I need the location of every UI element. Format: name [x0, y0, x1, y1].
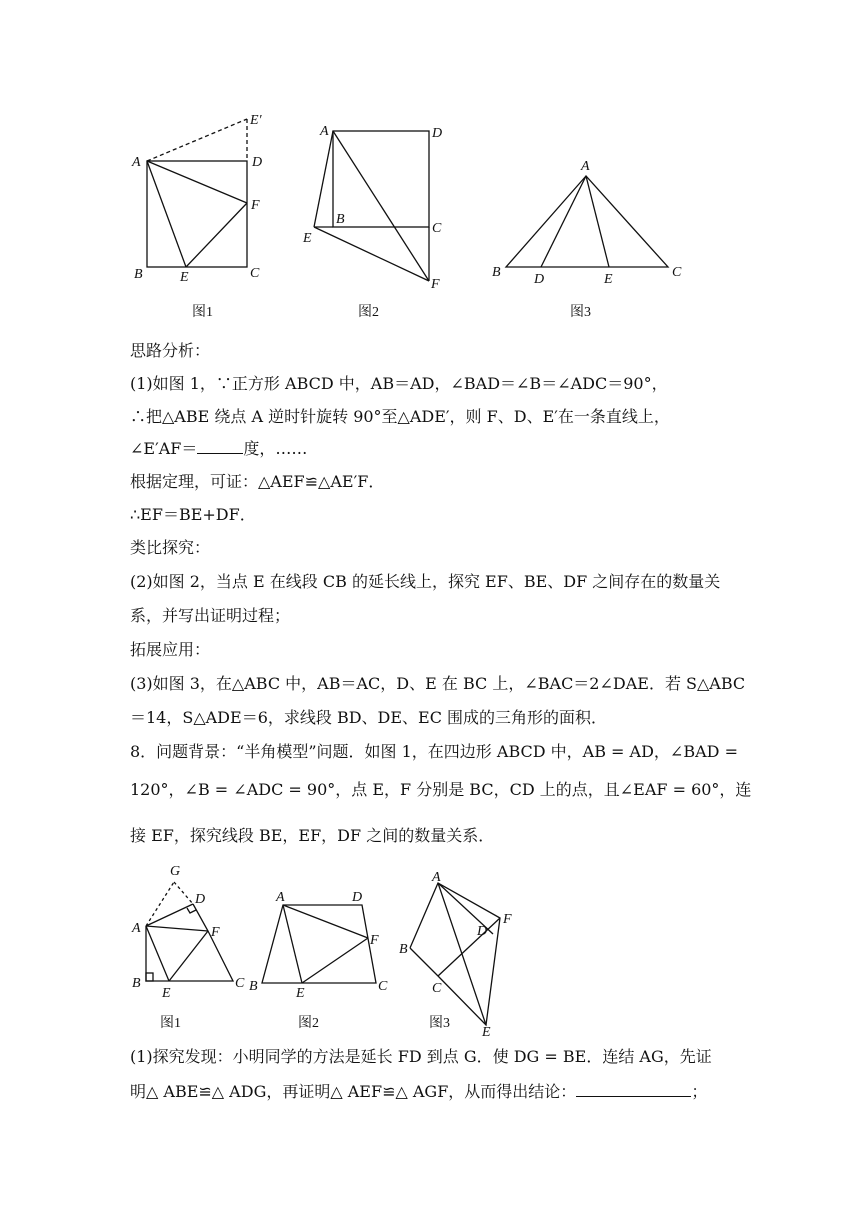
q8-fig1-label-f: F — [211, 925, 220, 940]
q8-fig1-caption: 图1 — [160, 1016, 181, 1031]
figures-q8 — [0, 855, 860, 1055]
q8-fig2-label-e: E — [296, 986, 305, 1001]
fig3-label-c: C — [672, 265, 682, 280]
q7-p2-line1: (2)如图 2，当点 E 在线段 CB 的延长线上，探究 EF、BE、DF 之间存在的数量关 — [130, 572, 721, 591]
q8-line3: 接 EF，探究线段 BE，EF，DF 之间的数量关系． — [130, 826, 495, 845]
figure-2 — [314, 131, 429, 281]
q8-part1-line2-a: 明△ ABE≌△ ADG，再证明△ AEF≌△ AGF，从而得出结论： — [130, 1082, 577, 1101]
q8-figure-3 — [410, 883, 500, 1025]
q8-fig2-label-f: F — [370, 933, 379, 948]
fig3-caption: 图3 — [570, 305, 591, 320]
q8-fig3-caption: 图3 — [429, 1016, 450, 1031]
fig2-label-e: E — [303, 231, 312, 246]
q8-fig3-label-a: A — [432, 870, 441, 885]
fig1-label-c: C — [250, 266, 260, 281]
q8-fig1-label-b: B — [132, 976, 141, 991]
q8-part1-line2 — [130, 1082, 707, 1102]
fig3-label-d: D — [534, 272, 545, 287]
fig2-label-a: A — [320, 124, 329, 139]
q8-fig3-label-b: B — [399, 942, 408, 957]
fig2-caption: 图2 — [358, 305, 379, 320]
figures-top — [0, 0, 860, 330]
fig2-label-d: D — [432, 126, 443, 141]
fig1-label-d: D — [252, 155, 263, 170]
q8-fig2-label-d: D — [352, 890, 363, 905]
analysis-title: 思路分析： — [130, 341, 211, 360]
q8-figure-1 — [146, 882, 233, 981]
fig1-label-a: A — [132, 155, 141, 170]
fig2-label-b: B — [336, 212, 345, 227]
q8-fig1-label-a: A — [132, 921, 141, 936]
q8-fig2-label-a: A — [276, 890, 285, 905]
q7-p1-line4: 根据定理，可证：△AEF≌△AE′F． — [130, 472, 385, 491]
q7-p3-line1: (3)如图 3，在△ABC 中，AB＝AC，D、E 在 BC 上，∠BAC＝2∠DAE．若 S△ABC — [130, 674, 746, 693]
q8-fig2-label-c: C — [378, 979, 388, 994]
fig3-label-e: E — [604, 272, 613, 287]
q7-p1-line3 — [130, 439, 307, 459]
fig1-label-b: B — [134, 267, 143, 282]
q8-line1: 8．问题背景：“半角模型”问题．如图 1，在四边形 ABCD 中，AB = AD，∠BAD = — [130, 742, 738, 761]
q7-p1-line3-b: 度，…… — [243, 439, 308, 458]
figure-3 — [506, 176, 668, 267]
q7-p1-line5: ∴EF＝BE+DF． — [130, 505, 256, 524]
q8-fig2-caption: 图2 — [298, 1016, 319, 1031]
fig3-label-b: B — [492, 265, 501, 280]
q8-fig1-label-d: D — [195, 892, 206, 907]
q8-fig3-label-d: D — [477, 924, 488, 939]
q7-p3-line2: ＝14，S△ADE＝6，求线段 BD、DE、EC 围成的三角形的面积． — [130, 708, 608, 727]
figure-1 — [147, 119, 247, 267]
q8-line2: 120°，∠B = ∠ADC = 90°，点 E，F 分别是 BC，CD 上的点，且∠EAF = 60°，连 — [130, 780, 752, 799]
q8-fig3-label-e: E — [482, 1025, 491, 1040]
q7-p1-line2: ∴把△ABE 绕点 A 逆时针旋转 90°至△ADE′，则 F、D、E′在一条直线上， — [130, 407, 670, 426]
answer-blank-2 — [576, 1082, 691, 1097]
fig2-label-f: F — [431, 277, 440, 292]
q8-part1-line1: (1)探究发现：小明同学的方法是延长 FD 到点 G．使 DG = BE．连结 AG，先证 — [130, 1047, 712, 1066]
extend-title: 拓展应用： — [130, 640, 211, 659]
fig1-label-e: E — [180, 270, 189, 285]
q8-fig1-label-c: C — [235, 976, 245, 991]
q7-p1-line3-a: ∠E′AF＝ — [130, 439, 198, 458]
fig2-label-c: C — [432, 221, 442, 236]
q8-part1-line2-b: ； — [691, 1082, 708, 1101]
q8-fig1-label-e: E — [162, 986, 171, 1001]
q8-fig2-label-b: B — [249, 979, 258, 994]
q8-fig1-label-g: G — [170, 864, 181, 879]
fig1-label-e2: E′ — [250, 113, 262, 128]
analogy-title: 类比探究： — [130, 538, 211, 557]
fig1-label-f: F — [251, 198, 260, 213]
q7-p1-line1: (1)如图 1，∵正方形 ABCD 中，AB＝AD，∠BAD＝∠B＝∠ADC＝90°， — [130, 374, 668, 393]
fig3-label-a: A — [581, 159, 590, 174]
fig1-caption: 图1 — [192, 305, 213, 320]
q8-fig3-label-f: F — [503, 912, 512, 927]
q8-fig3-label-c: C — [432, 981, 442, 996]
q7-p2-line2: 系，并写出证明过程； — [130, 606, 291, 625]
q8-figure-2 — [262, 905, 376, 983]
answer-blank — [197, 439, 243, 454]
